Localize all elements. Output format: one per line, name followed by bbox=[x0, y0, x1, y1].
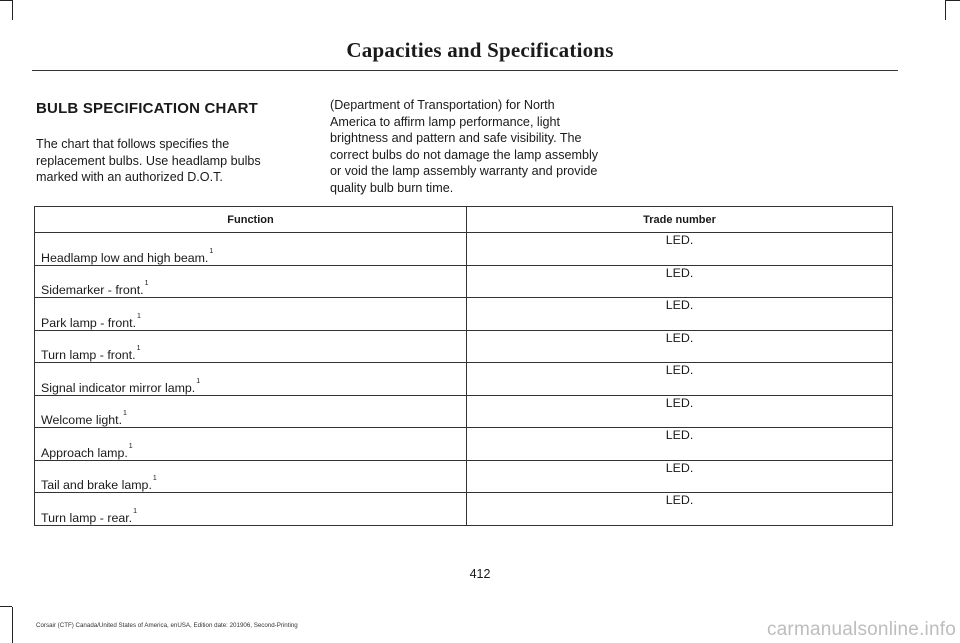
bulb-spec-table bbox=[34, 206, 893, 526]
function-label: Turn lamp - rear. bbox=[41, 510, 133, 525]
function-label: Signal indicator mirror lamp. bbox=[41, 380, 196, 395]
crop-mark-bottom-left bbox=[0, 606, 12, 607]
table-row bbox=[35, 395, 893, 428]
function-label: Headlamp low and high beam. bbox=[41, 250, 209, 265]
function-label: Welcome light. bbox=[41, 413, 123, 427]
page-number: 412 bbox=[469, 567, 491, 581]
trade-number-cell: LED. bbox=[467, 265, 893, 298]
table-body bbox=[35, 233, 893, 526]
trade-number-cell: LED. bbox=[467, 298, 893, 331]
footnote-marker: 1 bbox=[137, 312, 141, 320]
function-cell bbox=[35, 233, 467, 266]
function-label: Tail and brake lamp. bbox=[41, 478, 152, 492]
header-divider bbox=[32, 70, 898, 71]
function-cell bbox=[35, 460, 467, 493]
crop-mark-top-right-v bbox=[945, 0, 946, 20]
crop-mark-bottom-left-v bbox=[12, 607, 13, 643]
function-label: Turn lamp - front. bbox=[41, 348, 136, 362]
function-label: Approach lamp. bbox=[41, 445, 128, 460]
table-row bbox=[35, 265, 893, 298]
table-row bbox=[35, 233, 893, 266]
footnote-marker: 1 bbox=[136, 345, 141, 352]
footnote-marker: 1 bbox=[123, 410, 127, 417]
trade-number-cell: LED. bbox=[467, 330, 893, 363]
function-cell bbox=[35, 428, 467, 461]
trade-number-cell: LED. bbox=[467, 395, 893, 428]
function-label: Sidemarker - front. bbox=[41, 283, 144, 297]
footnote-marker: 1 bbox=[152, 475, 157, 482]
intro-paragraph: The chart that follows specifies the replacement bulbs. Use headlamp bulbs marked with an authorized D.O.T. bbox=[36, 137, 261, 185]
page-title: Capacities and Specifications bbox=[346, 38, 614, 62]
function-cell bbox=[35, 330, 467, 363]
footnote-marker: 1 bbox=[133, 507, 138, 515]
column-header-trade-number: Trade number bbox=[467, 207, 893, 233]
intro-paragraph-continued: (Department of Transportation) for North America to affirm lamp performance, light brightness and pattern and safe visibility. The correct bulbs do not damage the lamp assembly or void the lamp assembly warranty and provide quality bulb burn time. bbox=[330, 98, 599, 195]
function-cell bbox=[35, 363, 467, 396]
crop-mark-top-right bbox=[946, 0, 960, 1]
crop-mark-top-left-v bbox=[12, 0, 13, 20]
column-header-function: Function bbox=[35, 207, 467, 233]
table-row bbox=[35, 298, 893, 331]
function-cell bbox=[35, 493, 467, 526]
table-row bbox=[35, 493, 893, 526]
function-cell bbox=[35, 298, 467, 331]
footnote-marker: 1 bbox=[128, 442, 133, 450]
trade-number-cell: LED. bbox=[467, 493, 893, 526]
footnote-marker: 1 bbox=[144, 280, 149, 287]
trade-number-cell: LED. bbox=[467, 428, 893, 461]
section-heading: BULB SPECIFICATION CHART bbox=[36, 100, 259, 117]
edition-footer: Corsair (CTF) Canada/United States of America, enUSA, Edition date: 201906, Second-Printing bbox=[36, 622, 298, 629]
function-cell bbox=[35, 265, 467, 298]
watermark: carmanualsonline.info bbox=[766, 619, 956, 640]
table-row bbox=[35, 363, 893, 396]
table-row bbox=[35, 460, 893, 493]
footnote-marker: 1 bbox=[209, 247, 214, 255]
trade-number-cell: LED. bbox=[467, 363, 893, 396]
footnote-marker: 1 bbox=[196, 377, 201, 385]
table-row bbox=[35, 428, 893, 461]
crop-mark-top-left bbox=[0, 0, 12, 1]
trade-number-cell: LED. bbox=[467, 460, 893, 493]
function-label: Park lamp - front. bbox=[41, 315, 137, 330]
table-header-row bbox=[35, 207, 893, 233]
function-cell bbox=[35, 395, 467, 428]
table-row bbox=[35, 330, 893, 363]
trade-number-cell: LED. bbox=[467, 233, 893, 266]
